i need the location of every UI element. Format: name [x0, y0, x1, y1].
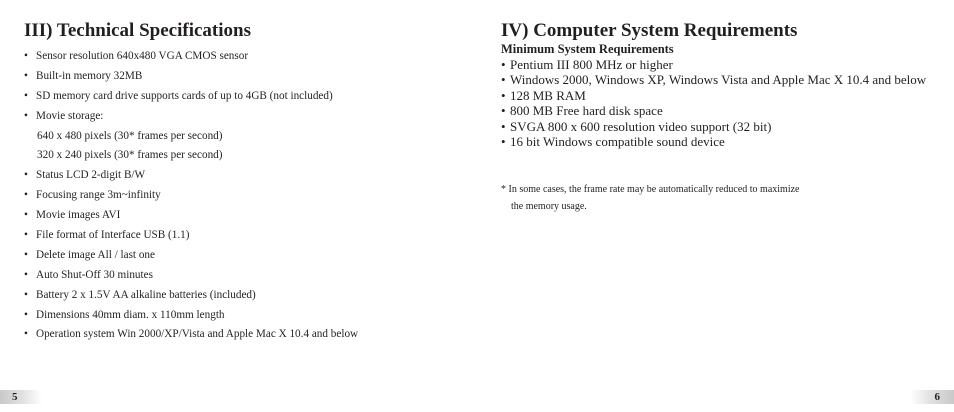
spec-text: Built-in memory 32MB	[36, 69, 143, 82]
spec-text: Dimensions 40mm diam. x 110mm length	[36, 308, 225, 321]
spec-item	[24, 47, 358, 67]
bullet-glyph: •	[24, 89, 28, 102]
bullet-glyph: •	[501, 57, 506, 72]
requirements-list	[501, 57, 931, 149]
bullet-glyph: •	[24, 229, 28, 242]
spec-text: Operation system Win 2000/XP/Vista and Apple Mac X 10.4 and below	[36, 328, 359, 341]
requirement-item	[501, 88, 931, 103]
page-number-left: 5	[0, 390, 42, 404]
system-requirements-heading: IV) Computer System Requirements	[501, 20, 798, 41]
bullet-glyph: •	[24, 328, 28, 341]
spec-item	[24, 286, 358, 306]
spec-text: Focusing range 3m~infinity	[36, 189, 161, 202]
right-page	[477, 0, 954, 412]
minimum-requirements-subheading: Minimum System Requirements	[501, 42, 674, 56]
requirement-text: Pentium III 800 MHz or higher	[510, 57, 673, 72]
spec-item	[24, 87, 358, 107]
requirement-item	[501, 72, 931, 87]
spec-text: Battery 2 x 1.5V AA alkaline batteries (included)	[36, 288, 256, 301]
frame-rate-footnote	[501, 181, 800, 215]
requirement-text: SVGA 800 x 600 resolution video support (32 bit)	[510, 118, 772, 134]
footnote-line-1: * In some cases, the frame rate may be automatically reduced to maximize	[501, 184, 800, 195]
bullet-glyph: •	[24, 189, 28, 202]
bullet-glyph: •	[24, 169, 28, 182]
spec-sub-item	[24, 127, 358, 147]
bullet-glyph: •	[24, 69, 28, 82]
requirement-text: 800 MB Free hard disk space	[510, 103, 663, 119]
spec-item	[24, 186, 358, 206]
spec-text: Delete image All / last one	[36, 248, 155, 261]
requirement-text: 16 bit Windows compatible sound device	[510, 134, 725, 150]
spec-item	[24, 325, 358, 345]
page-number-right: 6	[910, 390, 954, 404]
requirement-item	[501, 119, 931, 134]
requirement-item	[501, 134, 931, 149]
spec-item	[24, 107, 358, 127]
spec-text: Sensor resolution 640x480 VGA CMOS sensor	[36, 50, 249, 62]
spec-text: Auto Shut-Off 30 minutes	[36, 268, 153, 281]
requirement-text: 128 MB RAM	[510, 87, 586, 103]
spec-text: File format of Interface USB (1.1)	[36, 229, 190, 242]
spec-item	[24, 226, 358, 246]
spec-item	[24, 246, 358, 266]
bullet-glyph: •	[24, 109, 28, 122]
bullet-glyph: •	[24, 209, 28, 222]
bullet-glyph: •	[24, 288, 28, 301]
bullet-glyph: •	[501, 87, 506, 103]
spec-item	[24, 306, 358, 326]
spec-item	[24, 166, 358, 186]
requirement-text: Windows 2000, Windows XP, Windows Vista and Apple Mac X 10.4 and below	[510, 72, 927, 88]
spec-sub-item	[24, 146, 358, 166]
bullet-glyph: •	[501, 72, 506, 88]
bullet-glyph: •	[24, 50, 28, 62]
requirement-item	[501, 57, 931, 72]
bullet-glyph: •	[24, 248, 28, 261]
spec-text: SD memory card drive supports cards of up to 4GB (not included)	[36, 89, 333, 102]
spec-item	[24, 266, 358, 286]
bullet-glyph: •	[501, 118, 506, 134]
spec-text: 640 x 480 pixels (30* frames per second)	[37, 129, 223, 142]
bullet-glyph: •	[501, 134, 506, 150]
spec-text: Movie images AVI	[36, 209, 121, 222]
spec-text: 320 x 240 pixels (30* frames per second)	[37, 149, 223, 162]
spec-text: Status LCD 2-digit B/W	[36, 169, 146, 182]
spec-item	[24, 67, 358, 87]
spec-item	[24, 206, 358, 226]
technical-specifications-heading: III) Technical Specifications	[24, 20, 251, 41]
bullet-glyph: •	[501, 103, 506, 119]
specifications-list	[24, 47, 358, 345]
spec-text: Movie storage:	[36, 109, 104, 122]
bullet-glyph: •	[24, 308, 28, 321]
bullet-glyph: •	[24, 268, 28, 281]
footnote-line-2: the memory usage.	[511, 201, 587, 212]
requirement-item	[501, 103, 931, 118]
